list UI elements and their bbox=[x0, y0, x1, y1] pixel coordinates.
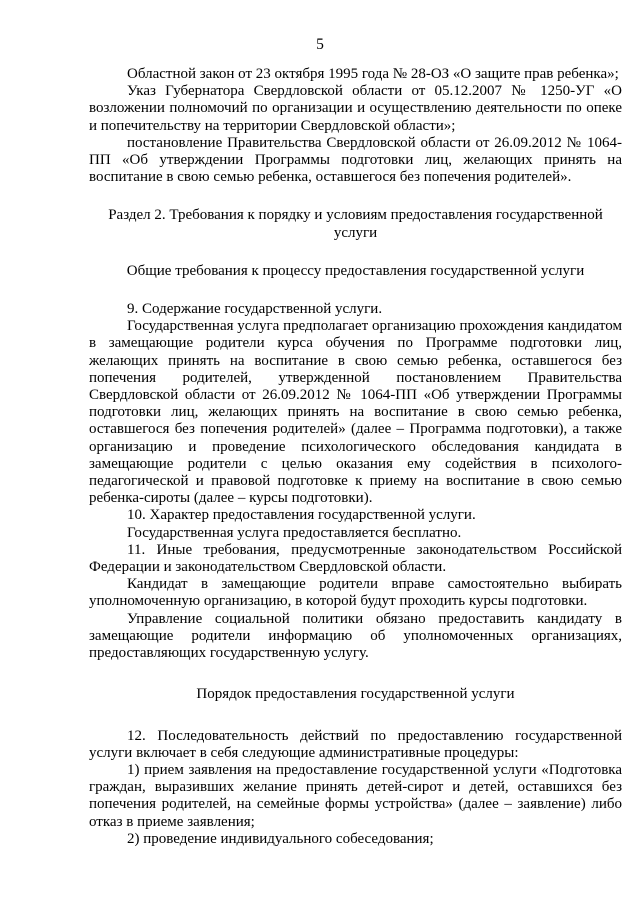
spacer bbox=[89, 186, 622, 207]
procedure-step-1: 1) прием заявления на предоставление государственной услуги «Подготовка граждан, выразивших желание принять детей-сирот и детей, оставшихся без попечения родителей, на семейные формы устройства» (далее – заявление) либо отказ в приеме заявления; bbox=[89, 761, 622, 830]
document-body bbox=[89, 66, 622, 848]
item-9-title: 9. Содержание государственной услуги. bbox=[127, 301, 383, 318]
legal-ref-regional-law: Областной закон от 23 октября 1995 года № 28-ОЗ «О защите прав ребенка»; bbox=[127, 66, 619, 82]
item-11-text-obligation: Управление социальной политики обязано предоставить кандидату в замещающие родители информацию об уполномоченных организациях, предоставляющих государственную услугу. bbox=[89, 610, 622, 662]
legal-ref-government-resolution: постановление Правительства Свердловской области от 26.09.2012 № 1064-ПП «Об утверждении Программы подготовки лиц, желающих принять на воспитание в свою семью ребенка, оставшегося без попечения родителей». bbox=[89, 134, 622, 186]
subsection-order-title: Порядок предоставления государственной услуги bbox=[196, 686, 515, 703]
item-9-text: Государственная услуга предполагает организацию прохождения кандидатом в замещающие родители курса обучения по Программе подготовки лиц, желающих принять на воспитание в свою семью ребенка, оставшегося без попечения родителей, утвержденной постановлением Правительства Свердловской области от 26.09.2012 № 1064-ПП «Об утверждении Программы подготовки лиц, желающих принять на воспитание в свою семью ребенка, оставшегося без попечения родителей» (далее – Программа подготовки), а также организацию и проведение психологического обследования кандидата в замещающие родители с целью оказания ему содействия в психолого-педагогической и правовой подготовке к приему на воспитание в свою семью ребенка-сироты (далее – курсы подготовки). bbox=[89, 318, 622, 507]
item-11-text-choice: Кандидат в замещающие родители вправе самостоятельно выбирать уполномоченную организацию, в которой будут проходить курсы подготовки. bbox=[89, 576, 622, 610]
page-number: 5 bbox=[316, 36, 324, 53]
item-10-title: 10. Характер предоставления государственной услуги. bbox=[127, 507, 476, 524]
legal-ref-governor-decree: Указ Губернатора Свердловской области от 05.12.2007 № 1250-УГ «О возложении полномочий по организации и осуществлению деятельности по опеке и попечительству на территории Свердловской области»; bbox=[89, 83, 622, 134]
item-12-text: 12. Последовательность действий по предоставлению государственной услуги включает в себя следующие административные процедуры: bbox=[89, 727, 622, 761]
procedure-step-2: 2) проведение индивидуального собеседования; bbox=[127, 830, 434, 847]
section-title: Раздел 2. Требования к порядку и условиям предоставления государственной услуги bbox=[108, 207, 603, 241]
spacer bbox=[89, 704, 622, 728]
spacer bbox=[89, 242, 622, 263]
item-10-text: Государственная услуга предоставляется бесплатно. bbox=[127, 524, 462, 541]
item-11-title: 11. Иные требования, предусмотренные законодательством Российской Федерации и законодательством Свердловской области. bbox=[89, 541, 622, 576]
spacer bbox=[89, 662, 622, 686]
spacer bbox=[89, 280, 622, 301]
subsection-general-title: Общие требования к процессу предоставления государственной услуги bbox=[126, 262, 585, 279]
